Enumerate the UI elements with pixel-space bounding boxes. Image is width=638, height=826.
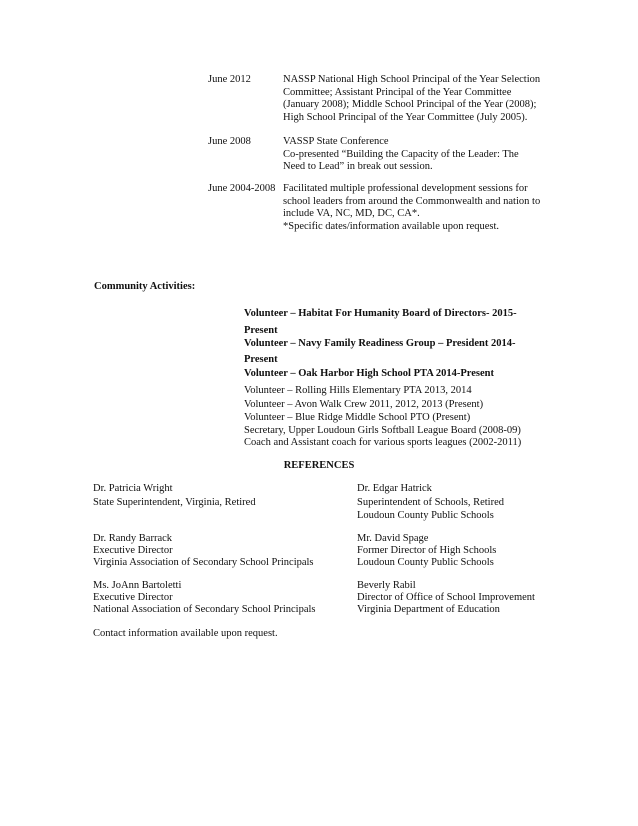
reference-name: Dr. Randy Barrack — [93, 533, 173, 544]
presentation-line: NASSP National High School Principal of the Year Selection — [283, 74, 541, 85]
presentation-line: VASSP State Conference — [283, 136, 389, 147]
presentation-line: Need to Lead” in break out session. — [283, 161, 433, 172]
volunteer-line: Volunteer – Rolling Hills Elementary PTA 2013, 2014 — [244, 385, 472, 396]
presentation-line: High School Principal of the Year Committee (July 2005). — [283, 111, 528, 123]
volunteer-bold-line: Present — [244, 354, 278, 365]
reference-title: Executive Director — [93, 545, 173, 556]
volunteer-bold-line: Present — [244, 325, 278, 336]
community-activities-label: Community Activities: — [94, 281, 196, 292]
reference-title: Executive Director — [93, 592, 173, 603]
reference-title: Former Director of High Schools — [357, 545, 497, 556]
reference-name: Dr. Edgar Hatrick — [357, 483, 432, 494]
presentation-date: June 2004-2008 — [208, 183, 276, 194]
contact-note: Contact information available upon request. — [93, 628, 278, 639]
reference-name: Mr. David Spage — [357, 533, 429, 544]
presentation-description — [283, 183, 583, 233]
presentation-line: Committee; Assistant Principal of the Year Committee — [283, 86, 512, 98]
reference-title: State Superintendent, Virginia, Retired — [93, 497, 256, 508]
reference-name: Ms. JoAnn Bartoletti — [93, 580, 182, 591]
presentation-line: include VA, NC, MD, DC, CA*. — [283, 208, 420, 219]
presentation-description — [283, 136, 583, 174]
reference-organization: Virginia Department of Education — [357, 604, 500, 615]
presentation-line: (January 2008); Middle School Principal of the Year (2008); — [283, 99, 537, 110]
reference-name: Beverly Rabil — [357, 580, 416, 591]
volunteer-line: Volunteer – Blue Ridge Middle School PTO (Present) — [244, 412, 471, 423]
volunteer-bold-line: Volunteer – Habitat For Humanity Board of Directors- 2015- — [244, 308, 517, 319]
reference-organization: Loudoun County Public Schools — [357, 557, 494, 568]
volunteer-line: Volunteer – Avon Walk Crew 2011, 2012, 2013 (Present) — [244, 399, 484, 410]
presentation-date: June 2008 — [208, 136, 251, 147]
presentation-line: Co-presented “Building the Capacity of the Leader: The — [283, 148, 519, 160]
reference-title: Superintendent of Schools, Retired — [357, 497, 504, 508]
reference-title: Director of Office of School Improvement — [357, 592, 535, 603]
reference-name: Dr. Patricia Wright — [93, 483, 173, 494]
presentation-line: Facilitated multiple professional development sessions for — [283, 183, 528, 194]
volunteer-bold-line: Volunteer – Oak Harbor High School PTA 2014-Present — [244, 368, 494, 379]
reference-organization: National Association of Secondary School Principals — [93, 604, 316, 615]
references-heading: REFERENCES — [283, 460, 355, 471]
reference-organization: Loudoun County Public Schools — [357, 510, 494, 521]
reference-organization: Virginia Association of Secondary School Principals — [93, 557, 314, 568]
volunteer-bold-line: Volunteer – Navy Family Readiness Group – President 2014- — [244, 338, 516, 349]
presentation-description — [283, 74, 583, 124]
presentation-date: June 2012 — [208, 74, 251, 85]
presentation-line: *Specific dates/information available upon request. — [283, 220, 500, 232]
volunteer-line: Secretary, Upper Loudoun Girls Softball League Board (2008-09) — [244, 425, 521, 436]
volunteer-line: Coach and Assistant coach for various sports leagues (2002-2011) — [244, 437, 522, 448]
presentation-line: school leaders from around the Commonwealth and nation to — [283, 195, 541, 207]
